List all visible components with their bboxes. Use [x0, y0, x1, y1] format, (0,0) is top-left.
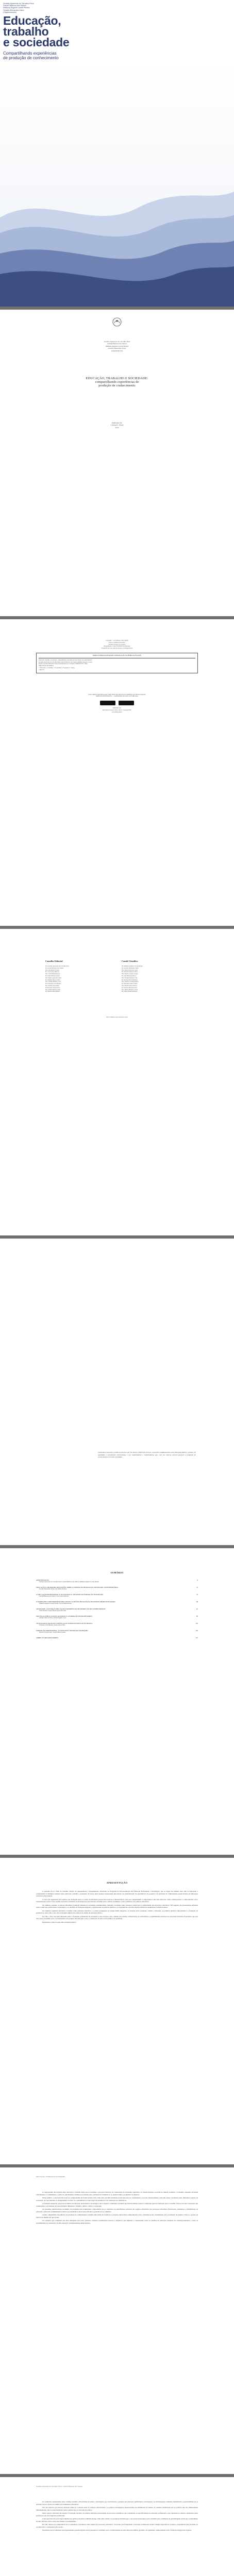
running-header — [36, 2176, 198, 2178]
book-title-line: EDUCAÇÃO, TRABALHO E SOCIEDADE: — [86, 377, 148, 380]
catalog-title: DADOS INTERNACIONAIS DE CATALOGAÇÃO NA PUBLICAÇÃO (CIP) — [92, 654, 142, 656]
council-member: Dra. Lúcia Helena Rocha — [45, 973, 60, 975]
council-member: Dr. José Carlos Oliveira — [45, 971, 59, 973]
toc-entry-authors: Matheus Augusto Larotti Pereira; Lúcia Helena Rocha — [39, 1602, 72, 1605]
peer-review-note: Obra avaliada e aprovada pelos pares — [106, 1016, 128, 1018]
cover-wave-artwork — [0, 63, 234, 307]
committee-member: Dr. Gustavo Henrique Reis — [122, 987, 138, 989]
catalog-line: CDD 370 — [39, 669, 44, 671]
copyright-line: Todos os direitos reservados. — [108, 641, 126, 643]
cover-author: Gabriel Barbosa dos Santos — [3, 5, 26, 7]
committee-member: Dra. Renata Campos Araújo — [122, 973, 138, 975]
paragraph: Por fim, destaca-se a importância de se considerar a juventude como sujeito dos processos educativos. Os jovens que frequentam a educação profissional trazem consigo expectativas, projetos e experiências que precisam ser reconhecidos e valorizados pela escola. — [36, 2523, 198, 2528]
toc-entry-page: 67 — [196, 1608, 198, 1610]
app-store-badge-icon[interactable] — [100, 701, 115, 705]
council-member: Dr. Geraldo Aparecido de Carvalho Pena — [45, 965, 69, 967]
toc-entry-page: 9 — [197, 1579, 198, 1581]
council-member: Dra. Sandra Maria Gomes — [45, 989, 61, 991]
publisher-name: EDIFAM.CEC — [111, 422, 123, 424]
catalog-line: Geraldo Aparecido de Carvalho Pena, Gabriel Barbosa dos Santos, Matheus Augusto Larotti — [39, 661, 92, 663]
council-member: Dra. Ana Maria Ferreira — [45, 969, 60, 971]
committee-member: Dra. Fabiana Teixeira Cruz — [122, 977, 138, 979]
editor-name: Geraldo Aparecido de Carvalho Pena — [104, 341, 130, 343]
table-of-contents-page — [0, 1548, 234, 1855]
book-title-line: compartilhando experiências de — [95, 380, 139, 384]
book-title — [0, 377, 234, 387]
cover-subtitle — [3, 51, 59, 60]
council-member: Dr. Antônio Marcos Silva — [45, 979, 60, 981]
cover-author: Geraldo Aparecido de Carvalho Pena — [3, 3, 34, 5]
copyright-page — [0, 619, 234, 926]
presentation-heading: APRESENTAÇÃO — [106, 1882, 128, 1884]
paragraph: Um dos aspectos que merece destaque refere-se à relação entre as políticas educacionais e as práticas pedagógicas desenvolvidas nas instituições de ensino. As análises evidenciam que as políticas não são simplesmente implementadas, mas recontextualizadas pelos sujeitos que as colocam em prática. — [36, 2506, 198, 2511]
copyright-lines — [36, 640, 198, 650]
paragraph: O presente livro é fruto do trabalho coletivo de pesquisadores e pesquisadoras vinculados ao Programa de Pós-Graduação em Educação Profissional e Tecnológica, que ao longo dos últimos anos vêm se dedicando a compreender as múltiplas relações entre educação, trabalho e sociedade. Os textos aqui reunidos representam um esforço de sistematização de experiências de pesquisa e de produção de conhecimento desenvolvidas em diferentes contextos educacionais. — [36, 1890, 198, 1897]
footer-line: ESTA OBRA FOI PUBLICADA COM APOIO DO INSTITUTO FEDERAL DE MINAS GERAIS — [88, 693, 146, 696]
toc-entry-title: SOCIEDADE, CULTURA E EDUCAÇÃO: EXPERIÊNCIAS DE PRODUÇÃO DE CONHECIMENTO — [36, 1608, 106, 1610]
paragraph: As pesquisas desenvolvidas no âmbito do programa têm evidenciado a importância de se considerar as experiências concretas dos sujeitos envolvidos nos processos educativos. Professores, estudantes e trabalhadores da educação constroem cotidianamente práticas que desafiam as prescrições oficiais e apontam novos caminhos. — [36, 2208, 198, 2213]
committee-member: Dr. Luiz Henrique Barros — [122, 975, 137, 977]
toc-entry-page: 13 — [196, 1586, 198, 1588]
paragraph: A obra está organizada em capítulos que dialogam entre si a partir de diferentes perspectivas teóricas e metodológicas, mas que compartilham o compromisso com uma educação crítica, emancipadora e comprometida com a transformação social. Cada capítulo apresenta resultados de investigações que buscam contribuir para o debate acadêmico e para a melhoria das práticas educativas. — [36, 1898, 198, 1903]
title-page — [0, 310, 234, 616]
council-member: Dr. Paulo Roberto Souza — [45, 975, 60, 977]
council-member: Dr. Marcelo Dias Ribeiro — [45, 991, 60, 993]
toc-entry-title: FORMAÇÃO PROFISSIONAL, JUVENTUDE E MUNDO DO TRABALHO — [36, 1630, 88, 1632]
committee-member: Dr. Thiago Martins Borges — [122, 991, 138, 993]
committee-member: Dr. Eduardo Nunes Cardoso — [122, 971, 138, 973]
cover-author: Geraldo Bernardes Vieira — [3, 9, 24, 11]
paragraph: Outro aspecto relevante diz respeito à formação docente. Os estudos indicam a necessidade de processos formativos que considerem as especificidades da educação profissional e que valorizem os saberes construídos pelos professores em sua trajetória profissional. — [36, 2512, 198, 2517]
copyright-line: Fotografia de capa: retirada de banco de imagem livre — [101, 648, 133, 650]
paragraph: Os capítulos seguintes abordam o trabalho como princípio educativo e a práxis pedagógica no ensino médio integrado, as relações entre sociedade, cultura e educação, as políticas públicas educacionais e a formação de professores, bem como o uso das tecnologias digitais nas práticas de ensino da educação básica. — [36, 1909, 198, 1914]
cover-title — [3, 15, 69, 48]
editor-name: Geraldo Bernardes Vieira — [108, 347, 126, 350]
toc-entry[interactable] — [36, 1637, 198, 1639]
footer-line: EDIFAM.CEC — [112, 707, 122, 709]
cover-title-line: Educação, — [3, 14, 61, 27]
copyright-line: Copyright © dos Editores, 2024, IFMG — [105, 640, 129, 641]
committee-member: Dr. Matheus Augusto Larotti Pereira — [122, 965, 143, 967]
council-member: Dr. Fernando Luiz Mendes — [45, 983, 61, 985]
paragraph: Assim, compartilhar experiências de produção de conhecimento constitui uma forma de fortalecer a pesquisa educacional comprometida com a realidade social, contribuindo para a formação de sujeitos críticos e capazes de intervir no mundo em que vivem. — [36, 2214, 198, 2218]
committee-title: Comitê Científico — [122, 960, 138, 962]
book-title-line: produção de conhecimento — [98, 384, 136, 387]
council-member: Dr. Ricardo Tavares Neto — [45, 987, 60, 989]
publisher-city: Contagem - Brasil — [110, 424, 124, 427]
footer-line: DIREITOS RESERVADOS — A REPRODUÇÃO NÃO AUTORIZADA — [95, 696, 139, 698]
committee-member: Dra. Helena Batista Correia — [122, 989, 138, 991]
publisher-info — [0, 422, 234, 429]
catalog-line: 1. Educação. 2. Trabalho. 3. Sociedade. 4. Formação. I. Título. — [39, 667, 75, 669]
committee-member: Dra. Beatriz Santos Moura — [122, 985, 137, 987]
badge-row — [36, 701, 198, 705]
publisher-logo-icon — [112, 317, 122, 327]
editorial-council-column — [45, 960, 118, 993]
google-play-badge-icon[interactable] — [119, 701, 134, 705]
footer-line: Rua Maria Soares da Silva, 2024 - Contagem/MG — [103, 709, 131, 711]
editor-name: Matheus Augusto Larotti Pereira — [105, 345, 129, 347]
committee-member: Dra. Vanessa Cristina Ramos — [122, 981, 139, 983]
committee-member: Dr. Rodrigo Pires Machado — [122, 979, 138, 981]
paragraph: A formação integrada, proposta no âmbito da educação profissional e tecnológica, busca superar a dualidade estrutural que historicamente separou a formação geral da formação para o trabalho. Trata-se de uma concepção que compreende o ser humano em suas múltiplas dimensões: trabalho, ciência, cultura e tecnologia. — [36, 2202, 198, 2207]
toc-entry-title: A EDUCAÇÃO PROFISSIONAL E TECNOLÓGICA: DESAFIOS DA FORMAÇÃO INTEGRADA — [36, 1594, 104, 1596]
text-page — [0, 2477, 234, 2576]
catalog-line: ISBN 978-65-00-00000-0 — [39, 665, 54, 667]
presentation-page — [0, 1858, 234, 2164]
committee-member: Dr. Geraldo Bernardes Vieira — [122, 967, 139, 969]
toc-entry-authors: Ricardo Tavares Neto; Sandra Maria Gomes — [39, 1631, 66, 1634]
council-title: Conselho Editorial — [45, 960, 63, 962]
catalog-line: Pereira, Geraldo Bernardes Vieira (Organizadores). Contagem: EDIFAM.CEC, 2024. — [39, 663, 88, 665]
toc-entry-page: 101 — [195, 1622, 198, 1624]
publication-year: 2024 — [115, 426, 119, 429]
footer-link[interactable]: www.ifmg.edu.br — [112, 711, 122, 713]
toc-entry-title: POLÍTICAS PÚBLICAS EDUCACIONAIS E A FORMAÇÃO DE PROFESSORES — [36, 1615, 93, 1617]
toc-entry-authors: Geraldo Bernardes Vieira; Ana Maria Ferreira — [39, 1588, 67, 1590]
paragraph: A incorporação das tecnologias digitais nas práticas de ensino também emerge como tema central. As pesquisas mostram que o uso dessas tecnologias pode contribuir para a melhoria da aprendizagem, desde que acompanhado de uma reflexão crítica sobre seus limites e possibilidades. — [36, 2518, 198, 2522]
running-header — [36, 2485, 198, 2487]
dedication-page — [0, 1239, 234, 1545]
book-cover — [0, 0, 234, 307]
cover-title-line: e sociedade — [3, 36, 70, 49]
toc-entry-page: 137 — [195, 1637, 198, 1639]
dedication-text: Dedicamos esta obra a todas as pessoas que, de muitas e diferentes formas, constroem cotidianamente uma educação pública, gratuita, de qualidade e socialmente referenciada, e aos trabalhadores e trabalhadoras que, com seu esforço, tornam possível a produção de conhecimento em nossa sociedade. — [98, 1451, 196, 1459]
toc-entry-authors: Gabriel Barbosa dos Santos; José Carlos Oliveira — [39, 1595, 69, 1598]
toc-title: SUMÁRIO — [110, 1571, 124, 1574]
toc-entry-page: 85 — [196, 1615, 198, 1617]
toc-entry-title: APRESENTAÇÃO — [36, 1579, 49, 1581]
text-page — [0, 2167, 234, 2474]
council-member: Dra. Juliana Alves Pinto — [45, 985, 60, 987]
toc-entry-title: O TRABALHO COMO PRINCÍPIO EDUCATIVO E A PRÁXIS PEDAGÓGICA NO ENSINO MÉDIO INTEGRADO — [36, 1601, 115, 1603]
cover-author: Matheus Augusto Larotti Pereira — [3, 7, 30, 9]
toc-entry-authors: Geraldo Aparecido de Carvalho Pena; Gabriel Barbosa dos Santos; Matheus Augusto Larotti Pereira — [39, 1581, 99, 1583]
paragraph: A compreensão das relações entre educação e trabalho exige que se considere o processo histórico de constituição da sociedade capitalista e as transformações ocorridas no mundo produtivo. O trabalho, enquanto atividade vital humana, é o fundamento a partir do qual homens e mulheres produzem suas condições de existência e, ao mesmo tempo, produzem a si mesmos. — [36, 2191, 198, 2196]
toc-entry-page: 31 — [196, 1594, 198, 1596]
toc-entry-authors: Antônio Marcos Silva; Cláudia Regina Costa — [39, 1617, 66, 1619]
editors-list — [0, 341, 234, 352]
running-header-left: Geraldo Aparecido de Carvalho Pena • Gabriel Barbosa dos Santos — [36, 2485, 82, 2487]
committee-member: Dr. Alexandre Melo Freitas — [122, 983, 138, 985]
table-of-contents — [36, 1571, 198, 1642]
committee-member: Dra. Patrícia Moreira Lopes — [122, 969, 138, 971]
paragraph: Esperamos que as reflexões aqui apresentadas possam inspirar novas pesquisas e contribuir para o fortalecimento de uma educação pública, gratuita e de qualidade, comprometida com a formação integral dos sujeitos. — [42, 2529, 192, 2531]
catalog-card — [36, 653, 198, 673]
editorial-council-page — [0, 929, 234, 1235]
toc-entry-title: EDUCAÇÃO E TRABALHO: REFLEXÕES SOBRE A FORMAÇÃO HUMANA NA SOCIEDADE CONTEMPORÂNEA — [36, 1586, 119, 1588]
cover-subtitle-line: Compartilhando experiências — [3, 51, 57, 56]
cover-title-line: trabalho — [3, 25, 49, 38]
running-header-left: EDUCAÇÃO, TRABALHO E SOCIEDADE — [36, 2176, 65, 2178]
paragraph: Nesse sentido, a educação não pode ser compreendida de forma isolada, mas como parte de uma totalidade social marcada por contradições. A escola, historicamente, tem sido espaço de disputa entre diferentes projetos de sociedade, ora reproduzindo as desigualdades sociais, ora constituindo-se como lugar de resistência e de construção de alternativas. — [36, 2197, 198, 2201]
copyright-line: Diagramação e Capa: Faculdade de Educação — [104, 646, 130, 648]
cover-subtitle-line: de produção de conhecimento — [3, 56, 59, 60]
copyright-line: Revisão de texto: dos autores — [108, 643, 126, 646]
editor-role: (Organizadores) — [111, 349, 123, 352]
toc-entry-title: SOBRE OS ORGANIZADORES — [36, 1637, 59, 1639]
cover-author: (Organizadores) — [3, 11, 16, 13]
toc-entry-title: TECNOLOGIAS DIGITAIS E PRÁTICAS DE ENSINO NA EDUCAÇÃO BÁSICA — [36, 1622, 93, 1624]
toc-entry-page: 119 — [195, 1630, 198, 1632]
toc-entry-authors: Paulo Roberto Souza; Maria Aparecida Lima — [39, 1609, 66, 1612]
council-member: Dra. Maria Aparecida Lima — [45, 977, 61, 979]
paragraph: No primeiro capítulo, os autores discutem a formação humana na sociedade contemporânea, tomando o trabalho como categoria central para a compreensão dos processos educativos. Em seguida, são apresentadas reflexões sobre a educação profissional e tecnológica e os desafios da formação integrada, considerando as políticas públicas e as experiências concretas desenvolvidas nas instituições da Rede Federal. — [36, 1904, 198, 1908]
cover-authors — [3, 3, 34, 13]
council-member: Dra. Cláudia Regina Costa — [45, 981, 61, 983]
editor-name: Gabriel Barbosa dos Santos — [107, 343, 127, 345]
council-member: Dr. Gabriel Barbosa dos Santos — [45, 967, 64, 969]
catalog-line: Educação, trabalho e sociedade: compartilhando experiências de produção de conhecimento / — [39, 659, 93, 661]
scientific-committee-column — [122, 960, 194, 993]
paragraph: Os capítulos que compõem esta obra dialogam com essas questões, trazendo contribuições teóricas e empíricas que ampliam a compreensão sobre os desafios da educação brasileira na contemporaneidade e sobre as possibilidades de construção de uma educação verdadeiramente emancipadora. — [36, 2219, 198, 2224]
paragraph: Os resultados apresentados neste volume revelam a diversidade de temas e abordagens que caracterizam a pesquisa em educação profissional e tecnológica. As investigações realizadas demonstram a potencialidade de se articular teoria e prática na análise dos fenômenos educativos. — [36, 2501, 198, 2505]
copyright-footer — [36, 694, 198, 714]
paragraph: Por fim, o livro traz uma discussão sobre a formação profissional da juventude e suas relações com o mundo do trabalho, evidenciando as contradições e possibilidades presentes na sociedade brasileira. Esperamos que esta obra possa contribuir para o fortalecimento da pesquisa em educação e para a construção de uma escola pública de qualidade. — [36, 1915, 198, 1920]
toc-entry-page: 49 — [196, 1601, 198, 1603]
paragraph: Desejamos a todos e todas uma excelente leitura! — [42, 1921, 76, 1923]
toc-entry-authors: Fernando Luiz Mendes; Juliana Alves Pinto — [39, 1624, 65, 1626]
